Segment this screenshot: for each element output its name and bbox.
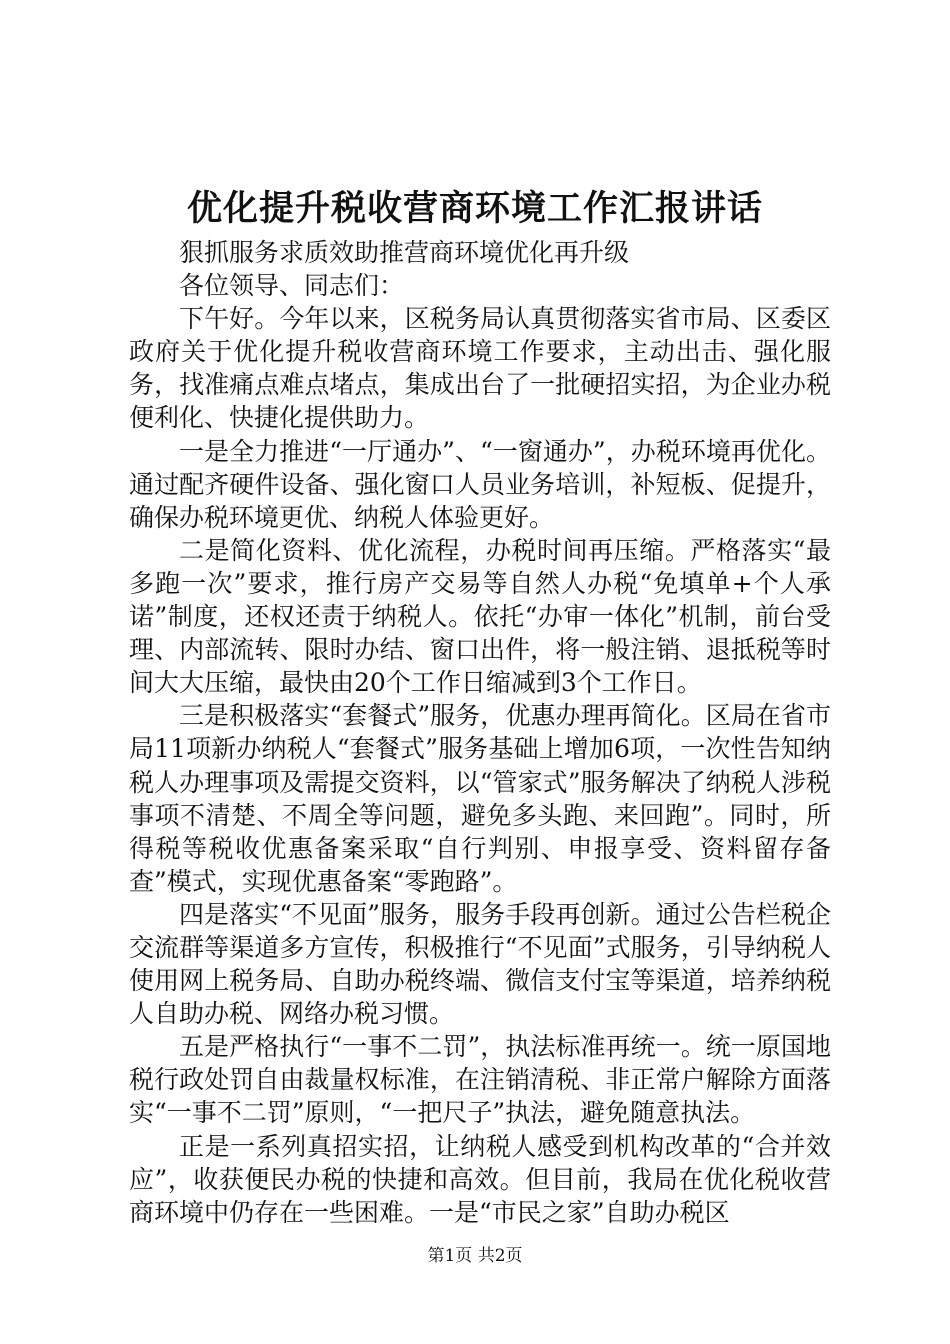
body-paragraph: 四是落实“不见面”服务，服务手段再创新。通过公告栏税企交流群等渠道多方宣传，积极推行“不见面”式服务，引导纳税人使用网上税务局、自助办税终端、微信支付宝等渠道，培养纳税人自助办税、网络办税习惯。 — [129, 899, 831, 1029]
body-paragraph: 一是全力推进“一厅通办”、“一窗通办”，办税环境再优化。通过配齐硬件设备、强化窗口人员业务培训，补短板、促提升，确保办税环境更优、纳税人体验更好。 — [129, 436, 831, 532]
body-paragraph: 正是一系列真招实招，让纳税人感受到机构改革的“合并效应”，收获便民办税的快捷和高效。但目前，我局在优化税收营商环境中仍存在一些困难。一是“市民之家”自助办税区 — [129, 1131, 831, 1227]
page-footer: 第1页 共2页 — [427, 1246, 523, 1266]
document-body — [129, 236, 831, 1229]
body-paragraph: 五是严格执行“一事不二罚”，执法标准再统一。统一原国地税行政处罚自由裁量权标准，在注销清税、非正常户解除方面落实“一事不二罚”原则，“一把尺子”执法，避免随意执法。 — [129, 1032, 831, 1128]
body-paragraph: 下午好。今年以来，区税务局认真贯彻落实省市局、区委区政府关于优化提升税收营商环境工作要求，主动出击、强化服务，找准痛点难点堵点，集成出台了一批硬招实招，为企业办税便利化、快捷化提供助力。 — [129, 304, 831, 433]
body-paragraph: 二是简化资料、优化流程，办税时间再压缩。严格落实“最多跑一次”要求，推行房产交易等自然人办税“免填单+个人承诺”制度，还权还责于纳税人。依托“办审一体化”机制，前台受理、内部流转、限时办结、窗口出件，将一般注销、退抵税等时间大大压缩，最快由20个工作日缩减到3个工作日。 — [129, 535, 831, 698]
document-title: 优化提升税收营商环境工作汇报讲话 — [186, 188, 763, 229]
salutation-paragraph: 各位领导、同志们： — [179, 271, 405, 301]
body-paragraph: 三是积极落实“套餐式”服务，优惠办理再简化。区局在省市局11项新办纳税人“套餐式”服务基础上增加6项，一次性告知纳税人办理事项及需提交资料，以“管家式”服务解决了纳税人涉税事项不清楚、不周全等问题，避免多头跑、来回跑”。同时，所得税等税收优惠备案采取“自行判别、申报享受、资料留存备查”模式，实现优惠备案“零跑路”。 — [129, 701, 831, 896]
subtitle-paragraph: 狠抓服务求质效助推营商环境优化再升级 — [179, 238, 630, 267]
